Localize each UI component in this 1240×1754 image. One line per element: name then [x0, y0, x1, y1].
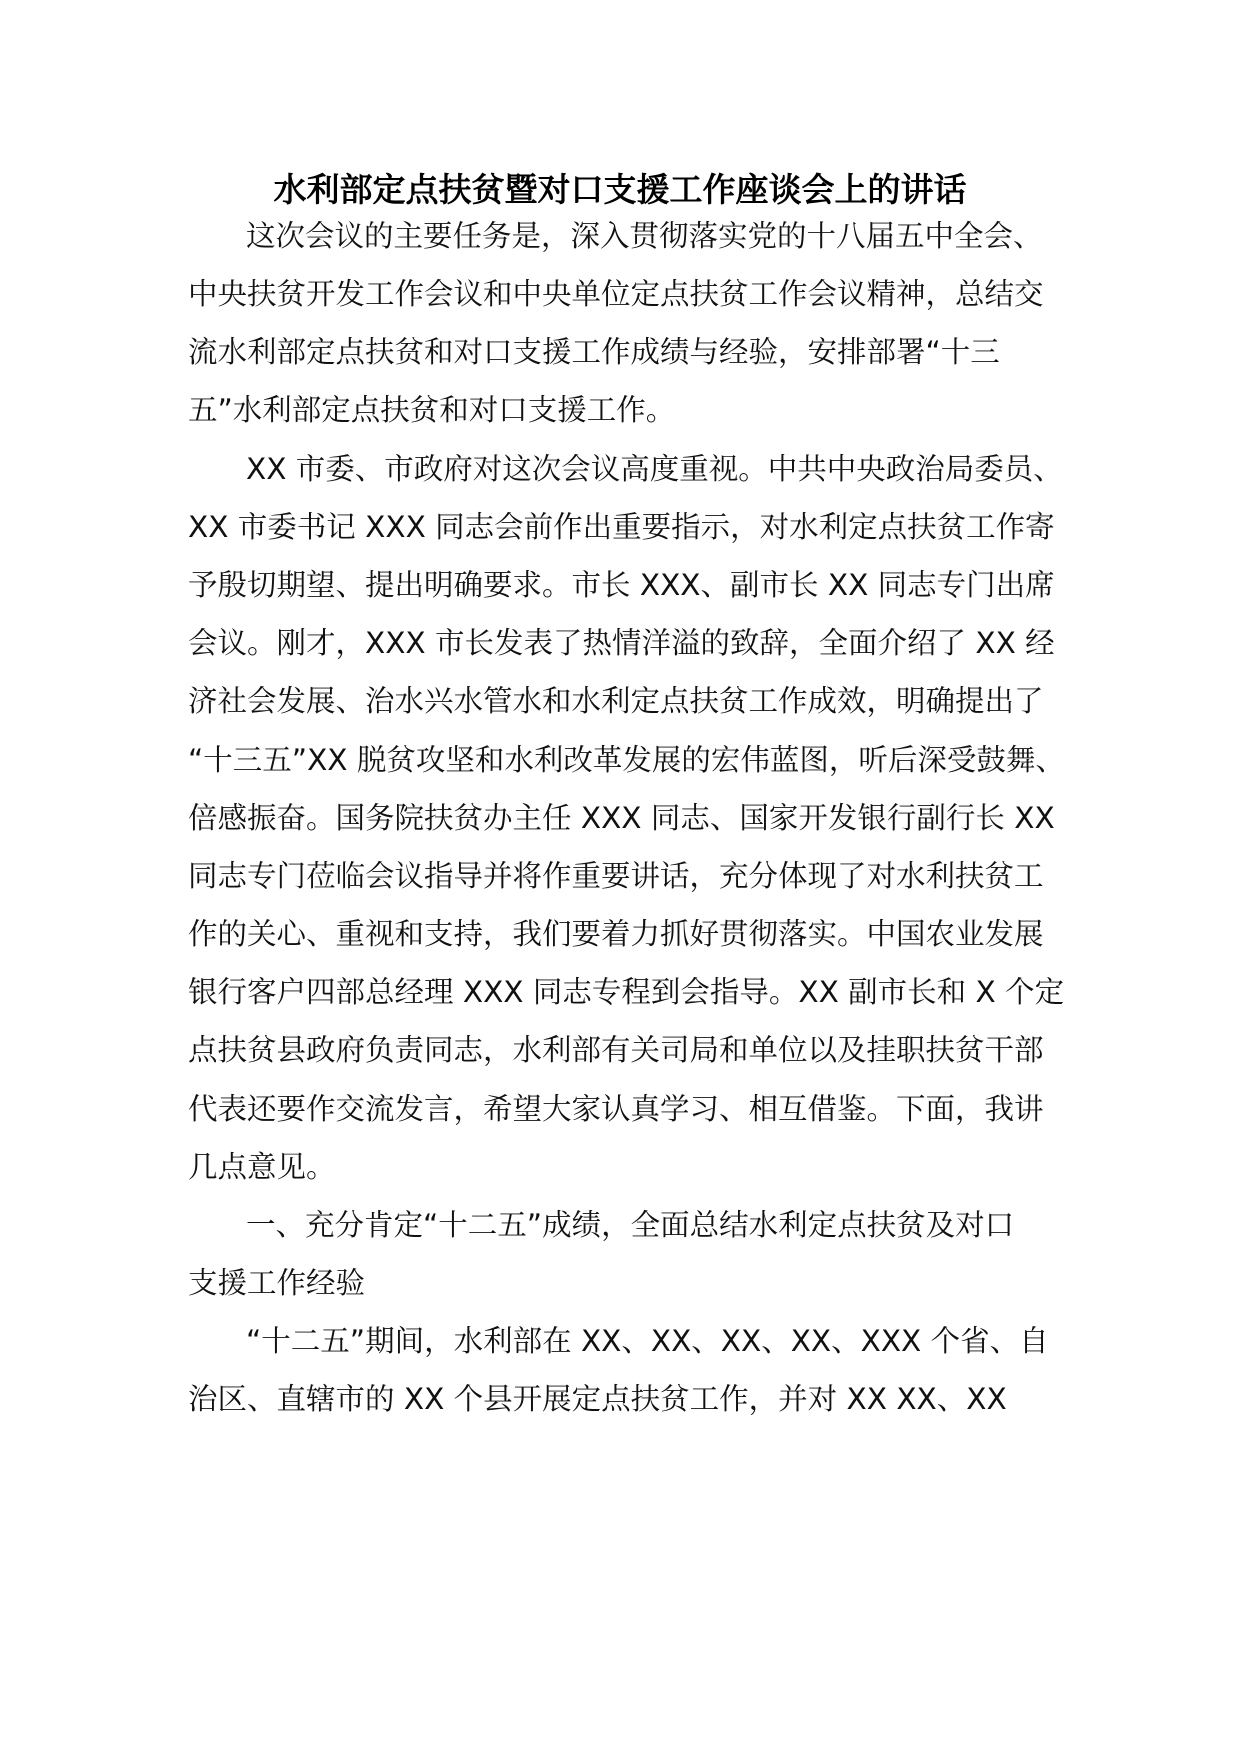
paragraph-line: 这次会议的主要任务是，深入贯彻落实党的十八届五中全会、 [246, 219, 1043, 253]
section-heading-line: 支援工作经验 [188, 1266, 366, 1300]
paragraph-line: 治区、直辖市的 XX 个县开展定点扶贫工作，并对 XX XX、XX [188, 1382, 1007, 1416]
paragraph-line: “十二五”期间，水利部在 XX、XX、XX、XX、XXX 个省、自 [246, 1324, 1049, 1358]
paragraph-line: 代表还要作交流发言，希望大家认真学习、相互借鉴。下面，我讲 [188, 1092, 1044, 1126]
paragraph-line: 会议。刚才，XXX 市长发表了热情洋溢的致辞，全面介绍了 XX 经 [188, 626, 1055, 660]
paragraph-line: 五”水利部定点扶贫和对口支援工作。 [188, 393, 676, 427]
section-heading-line: 一、充分肯定“十二五”成绩，全面总结水利定点扶贫及对口 [246, 1208, 1015, 1242]
paragraph-line: 流水利部定点扶贫和对口支援工作成绩与经验，安排部署“十三 [188, 335, 1000, 369]
paragraph-line: 予殷切期望、提出明确要求。市长 XXX、副市长 XX 同志专门出席 [188, 568, 1055, 602]
paragraph-line: 中央扶贫开发工作会议和中央单位定点扶贫工作会议精神，总结交 [188, 277, 1044, 311]
paragraph-line: 点扶贫县政府负责同志，水利部有关司局和单位以及挂职扶贫干部 [188, 1033, 1044, 1067]
paragraph-line: 银行客户四部总经理 XXX 同志专程到会指导。XX 副市长和 X 个定 [188, 975, 1065, 1009]
paragraph-line: 倍感振奋。国务院扶贫办主任 XXX 同志、国家开发银行副行长 XX [188, 801, 1055, 835]
paragraph-line: XX 市委、市政府对这次会议高度重视。中共中央政治局委员、 [246, 452, 1063, 486]
paragraph-line: 同志专门莅临会议指导并将作重要讲话，充分体现了对水利扶贫工 [188, 859, 1044, 893]
paragraph-line: 济社会发展、治水兴水管水和水利定点扶贫工作成效，明确提出了 [188, 684, 1044, 718]
paragraph-line: XX 市委书记 XXX 同志会前作出重要指示，对水利定点扶贫工作寄 [188, 510, 1055, 544]
paragraph-line: “十三五”XX 脱贫攻坚和水利改革发展的宏伟蓝图，听后深受鼓舞、 [188, 743, 1065, 777]
paragraph-line: 几点意见。 [188, 1150, 336, 1184]
paragraph-line: 作的关心、重视和支持，我们要着力抓好贯彻落实。中国农业发展 [188, 917, 1044, 951]
document-title: 水利部定点扶贫暨对口支援工作座谈会上的讲话 [273, 170, 967, 209]
